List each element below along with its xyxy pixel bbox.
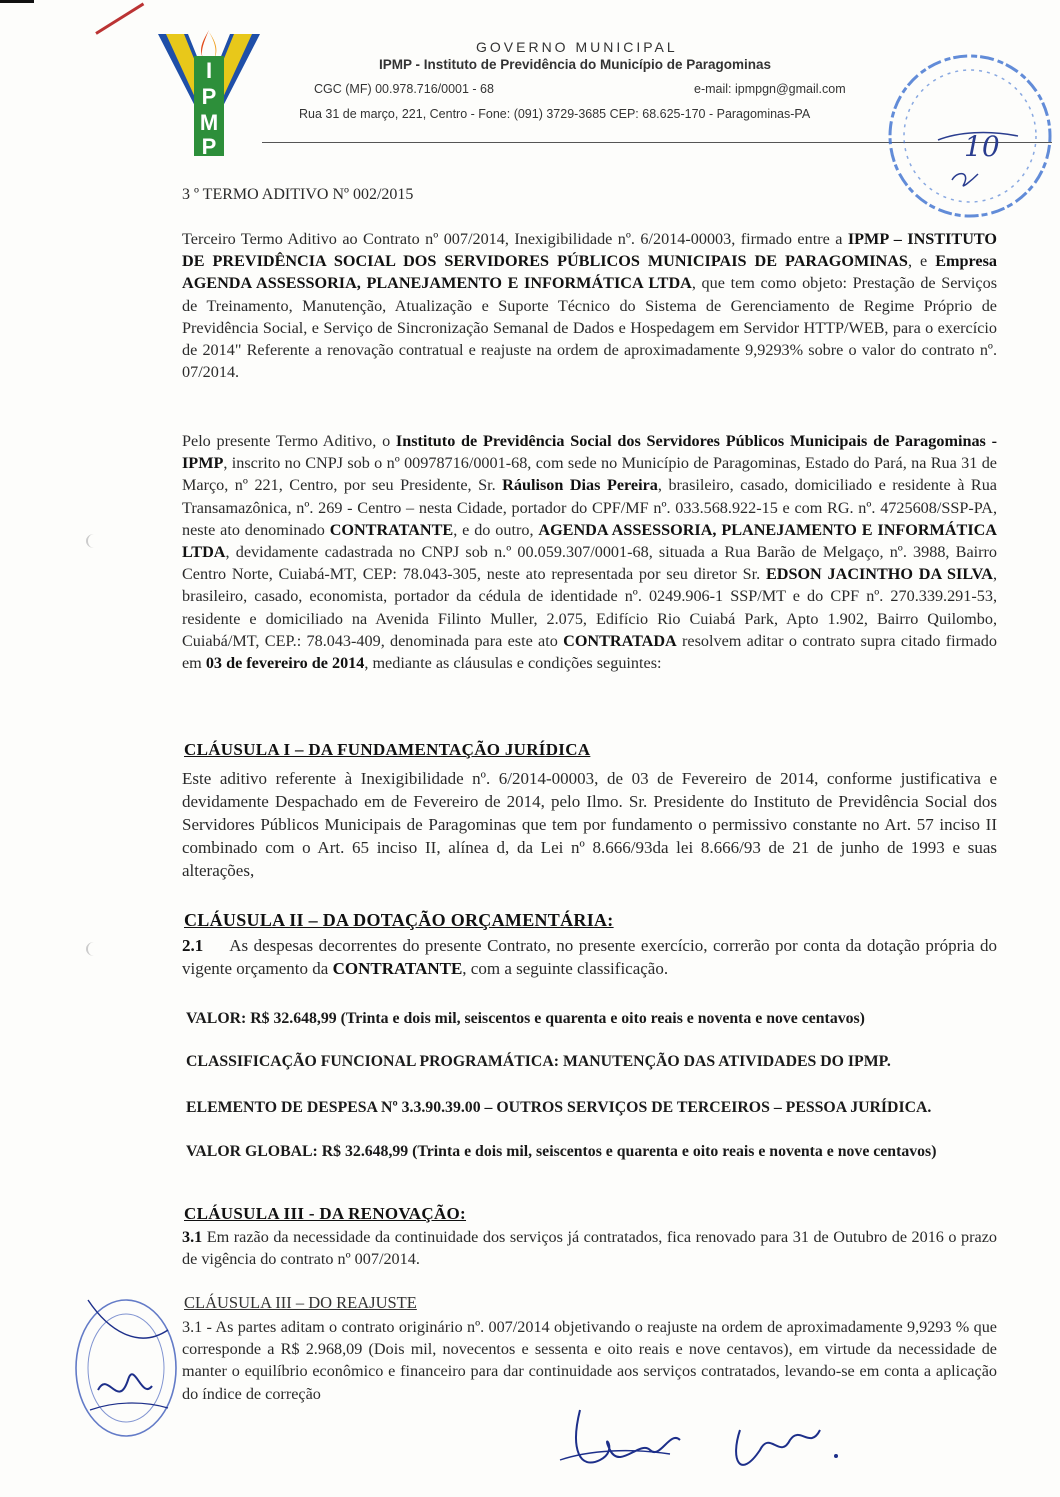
parties-text-8: , mediante as cláusulas e condições seguintes:	[364, 654, 662, 673]
institute-name: IPMP - Instituto de Previdência do Município de Paragominas	[379, 57, 772, 72]
parties-bold-date: 03 de fevereiro de 2014	[205, 654, 365, 673]
clause-2-text-2: , com a seguinte classificação.	[462, 959, 669, 978]
logo-letter-i: I	[205, 58, 213, 83]
clause-2-text-1: As despesas decorrentes do presente Contrato, no presente exercício, correrão por conta da dotação própria do vigente orçamento da	[182, 936, 997, 978]
clause-2-number: 2.1	[182, 936, 204, 955]
intro-text-2: , e	[907, 252, 936, 271]
valor-global-line: VALOR GLOBAL: R$ 32.648,99 (Trinta e dois mil, seiscentos e quarenta e oito reais e noventa e nove centavos)	[186, 1143, 937, 1160]
intro-text-1: Terceiro Termo Aditivo ao Contrato nº 007/2014, Inexigibilidade nº. 6/2014-00003, firmado entre a	[182, 230, 848, 248]
parties-text-4: , e do outro,	[453, 520, 539, 539]
scan-edge-mark	[0, 0, 34, 3]
ipmp-logo	[158, 26, 260, 158]
clause-3b-text: 3.1 - As partes aditam o contrato originário nº. 007/2014 objetivando o reajuste na ordem de aproximadamente 9,9293 % que corresponde a R$ 2.968,09 (Dois mil, novecentos e sessenta e oito reais e nove centavos), em virtude da necessidade de manter o equilíbrio econômico e financeiro para dar continuidade aos serviços contratados, levando-se em conta a aplicação do índice de correção	[182, 1318, 997, 1403]
intro-bold-institute: IPMP – INSTITUTO DE PREVIDÊNCIA SOCIAL DOS SERVIDORES PÚBLICOS MUNICIPAIS DE PARAGOMINAS	[182, 230, 997, 271]
clause-1-text: Este aditivo referente à Inexigibilidade nº. 6/2014-00003, de 03 de Fevereiro de 2014, conforme justificativa e devidamente Despachado em de Fevereiro de 2014, pelo Ilmo. Sr. Presidente do Instituto de Previdência Social dos Servidores Públicos Municipais de Paragominas que tem por fundamento o permissivo constante no Art. 57 inciso II combinado com o Art. 65 inciso II, alínea d, da Lei nº 8.666/93da lei 8.666/93 de 21 de junho de 1993 e suas alterações,	[182, 769, 997, 880]
document-title: 3 º TERMO ADITIVO Nº 002/2015	[182, 186, 414, 203]
email-address: e-mail: ipmpgn@gmail.com	[694, 82, 846, 96]
clause-3-number: 3.1	[182, 1228, 203, 1246]
logo-letter-p: P	[201, 84, 217, 109]
legal-advisory-stamp	[68, 1290, 182, 1440]
clause-2-heading: CLÁUSULA II – DA DOTAÇÃO ORÇAMENTÁRIA:	[184, 910, 614, 930]
parties-bold-president: Ráulison Dias Pereira	[502, 476, 658, 495]
logo-letter-m: M	[199, 110, 219, 135]
clause-2-text	[182, 934, 997, 980]
address-line: Rua 31 de março, 221, Centro - Fone: (091) 3729-3685 CEP: 68.625-170 - Paragominas-PA	[299, 107, 811, 121]
parties-bold-institute: Instituto de Previdência Social dos Servidores Públicos Municipais de Paragominas - IPMP	[182, 432, 997, 473]
punch-hole-mark	[86, 942, 102, 956]
clause-2-bold-contratante: CONTRATANTE	[332, 959, 463, 978]
parties-paragraph	[182, 430, 997, 674]
elemento-despesa-line: ELEMENTO DE DESPESA Nº 3.3.90.39.00 – OUTROS SERVIÇOS DE TERCEIROS – PESSOA JURÍDICA.	[186, 1099, 932, 1116]
intro-bold-company: Empresa AGENDA ASSESSORIA, PLANEJAMENTO E INFORMÁTICA LTDA	[182, 252, 997, 293]
government-heading: GOVERNO MUNICIPAL	[476, 39, 678, 55]
intro-text-3: , que tem como objeto: Prestação de Serviços de Treinamento, Manutenção, Atualização e Suporte Técnico do Sistema de Gerenciamento de Regime Próprio de Previdência Social, e Serviço de Sincronização Semanal de Dados e Hospedagem em Servidor HTTP/WEB, para o exercício de 2014" Referente a renovação contratual e reajuste na ordem de aproximadamente 9,9293% sobre o valor do contrato nº. 07/2014.	[182, 274, 997, 382]
parties-bold-director: EDSON JACINTHO DA SILVA	[765, 565, 993, 584]
classificacao-line: CLASSIFICAÇÃO FUNCIONAL PROGRAMÁTICA: MANUTENÇÃO DAS ATIVIDADES DO IPMP.	[186, 1053, 891, 1070]
signatures	[540, 1390, 850, 1490]
parties-bold-company: AGENDA ASSESSORIA, PLANEJAMENTO E INFORMÁTICA LTDA	[182, 520, 997, 562]
parties-text-6: , brasileiro, casado, economista, portador da cédula de identidade nº. 0249.906-1 SSP/MT e do CPF nº. 270.339.291-53, residente e domiciliado na Avenida Filinto Muller, 2.075, Edifício Rio Cuiabá Park, Apto 1.902, Bairro Quilombo, Cuiabá/MT, CEP.: 78.043-409, denominada para este ato	[182, 565, 998, 650]
clause-1-heading: CLÁUSULA I – DA FUNDAMENTAÇÃO JURÍDICA	[184, 740, 591, 759]
logo-letter-p2: P	[201, 134, 217, 158]
parties-text-7: resolvem aditar o contrato supra citado firmado em	[182, 631, 997, 673]
parties-text-2: , inscrito no CNPJ sob o nº 00978716/0001-68, com sede no Município de Paragominas, Estado do Pará, na Rua 31 de Março, nº 221, Centro, por seu Presidente, Sr.	[182, 454, 997, 495]
clause-3-heading: CLÁUSULA III - DA RENOVAÇÃO:	[184, 1204, 467, 1223]
valor-line: VALOR: R$ 32.648,99 (Trinta e dois mil, seiscentos e quarenta e oito reais e noventa e nove centavos)	[186, 1010, 865, 1027]
clause-3-text	[182, 1226, 997, 1270]
parties-text-1: Pelo presente Termo Aditivo, o	[182, 432, 396, 450]
pen-stroke	[95, 3, 144, 35]
clause-3b-heading: CLÁUSULA III – DO REAJUSTE	[184, 1293, 417, 1312]
parties-bold-contratada: CONTRATADA	[563, 631, 677, 650]
parties-bold-contratante: CONTRATANTE	[329, 520, 454, 539]
page-number-stamp	[878, 44, 1056, 224]
cgc-number: CGC (MF) 00.978.716/0001 - 68	[314, 82, 494, 96]
parties-text-3: , brasileiro, casado, domiciliado e residente à Rua Transamazônica, nº. 269 - Centro – nesta Cidade, portador do CPF/MF nº. 033.568.922-15 e com RG. nº. 4725608/SSP-PA, neste ato denominado	[182, 476, 997, 539]
punch-hole-mark	[86, 534, 102, 548]
parties-text-5: , devidamente cadastrada no CNPJ sob n.º 00.059.307/0001-68, situada a Rua Barão de Melgaço, nº. 3988, Bairro Centro Norte, Cuiabá-MT, CEP: 78.043-305, neste ato representada por seu diretor Sr.	[182, 543, 997, 584]
stamp-number: 10	[964, 130, 1000, 163]
intro-paragraph	[182, 228, 997, 383]
clause-3-body: Em razão da necessidade da continuidade dos serviços já contratados, fica renovado para 31 de Outubro de 2016 o prazo de vigência do contrato nº 007/2014.	[182, 1228, 997, 1269]
